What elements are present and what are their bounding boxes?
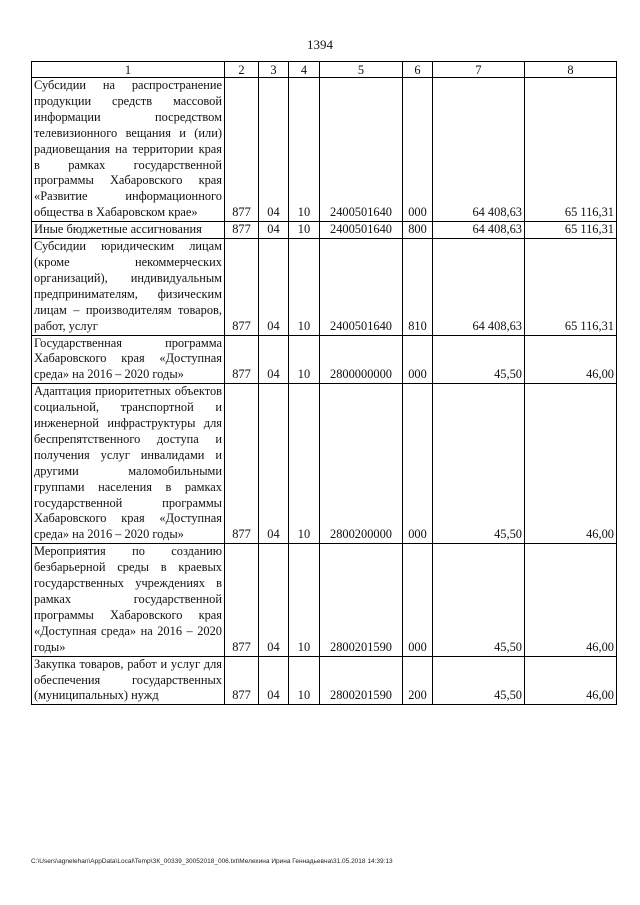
- row-subsection-code: 10: [289, 384, 320, 544]
- row-expense-type: 800: [403, 222, 433, 239]
- row-section-code: 04: [259, 222, 289, 239]
- row-amount-year2: 46,00: [525, 656, 617, 705]
- row-amount-year2: 46,00: [525, 384, 617, 544]
- row-amount-year2: 65 116,31: [525, 222, 617, 239]
- row-name: Субсидии на распространение продукции средств массовой информации посредством телевизионного вещания и (или) радиовещания на территории края в рамках государственной программы Хабаровского края «Развитие информационного общества в Хабаровском крае»: [32, 78, 225, 222]
- row-section-code: 04: [259, 384, 289, 544]
- row-ministry-code: 877: [225, 78, 259, 222]
- row-amount-year1: 64 408,63: [433, 222, 525, 239]
- table-row: [32, 239, 617, 335]
- table-row: [32, 222, 617, 239]
- row-target-article: 2400501640: [320, 222, 403, 239]
- row-name: Мероприятия по созданию безбарьерной среды в краевых государственных учреждениях в рамках государственной программы Хабаровского края «Доступная среда» на 2016 – 2020 годы»: [32, 544, 225, 656]
- row-expense-type: 000: [403, 544, 433, 656]
- row-target-article: 2800000000: [320, 335, 403, 384]
- table-row: [32, 656, 617, 705]
- table-row: [32, 78, 617, 222]
- row-amount-year1: 45,50: [433, 544, 525, 656]
- row-subsection-code: 10: [289, 239, 320, 335]
- row-name: Государственная программа Хабаровского края «Доступная среда» на 2016 – 2020 годы»: [32, 335, 225, 384]
- table-row: [32, 384, 617, 544]
- document-footer-path: C:\Users\agnelehan\AppData\Local\Temp\ЗК_00339_30052018_006.txt\Мелехина Ирина Геннадьевна\31.05.2018 14:39:13: [31, 858, 393, 865]
- header-col-7: 7: [433, 62, 525, 78]
- row-section-code: 04: [259, 335, 289, 384]
- row-amount-year1: 45,50: [433, 335, 525, 384]
- row-target-article: 2800201590: [320, 544, 403, 656]
- table-row: [32, 335, 617, 384]
- header-col-1: 1: [32, 62, 225, 78]
- table-header-row: [32, 62, 617, 78]
- row-name: Адаптация приоритетных объектов социальной, транспортной и инженерной инфраструктуры для беспрепятственного доступа и получения услуг инвалидами и другими маломобильными группами населения в рамках государственной программы Хабаровского края «Доступная среда» на 2016 – 2020 годы»: [32, 384, 225, 544]
- row-target-article: 2800200000: [320, 384, 403, 544]
- budget-table: [31, 61, 617, 705]
- row-target-article: 2400501640: [320, 78, 403, 222]
- header-col-4: 4: [289, 62, 320, 78]
- row-ministry-code: 877: [225, 222, 259, 239]
- row-ministry-code: 877: [225, 384, 259, 544]
- row-amount-year1: 45,50: [433, 384, 525, 544]
- row-subsection-code: 10: [289, 544, 320, 656]
- row-amount-year2: 65 116,31: [525, 239, 617, 335]
- row-section-code: 04: [259, 656, 289, 705]
- row-name: Иные бюджетные ассигнования: [32, 222, 225, 239]
- row-subsection-code: 10: [289, 78, 320, 222]
- row-amount-year1: 64 408,63: [433, 78, 525, 222]
- header-col-8: 8: [525, 62, 617, 78]
- header-col-6: 6: [403, 62, 433, 78]
- row-section-code: 04: [259, 544, 289, 656]
- row-subsection-code: 10: [289, 222, 320, 239]
- row-name: Субсидии юридическим лицам (кроме некоммерческих организаций), индивидуальным предпринимателям, физическим лицам – производителям товаров, работ, услуг: [32, 239, 225, 335]
- header-col-5: 5: [320, 62, 403, 78]
- row-ministry-code: 877: [225, 656, 259, 705]
- row-target-article: 2400501640: [320, 239, 403, 335]
- row-ministry-code: 877: [225, 544, 259, 656]
- row-target-article: 2800201590: [320, 656, 403, 705]
- row-amount-year1: 45,50: [433, 656, 525, 705]
- row-ministry-code: 877: [225, 335, 259, 384]
- row-section-code: 04: [259, 239, 289, 335]
- row-amount-year2: 46,00: [525, 335, 617, 384]
- row-name: Закупка товаров, работ и услуг для обеспечения государственных (муниципальных) нужд: [32, 656, 225, 705]
- row-subsection-code: 10: [289, 656, 320, 705]
- page-number: 1394: [307, 37, 333, 52]
- row-amount-year2: 65 116,31: [525, 78, 617, 222]
- row-amount-year2: 46,00: [525, 544, 617, 656]
- row-amount-year1: 64 408,63: [433, 239, 525, 335]
- header-col-2: 2: [225, 62, 259, 78]
- row-expense-type: 810: [403, 239, 433, 335]
- row-subsection-code: 10: [289, 335, 320, 384]
- table-row: [32, 544, 617, 656]
- header-col-3: 3: [259, 62, 289, 78]
- row-expense-type: 000: [403, 78, 433, 222]
- row-section-code: 04: [259, 78, 289, 222]
- row-expense-type: 000: [403, 384, 433, 544]
- row-ministry-code: 877: [225, 239, 259, 335]
- row-expense-type: 200: [403, 656, 433, 705]
- row-expense-type: 000: [403, 335, 433, 384]
